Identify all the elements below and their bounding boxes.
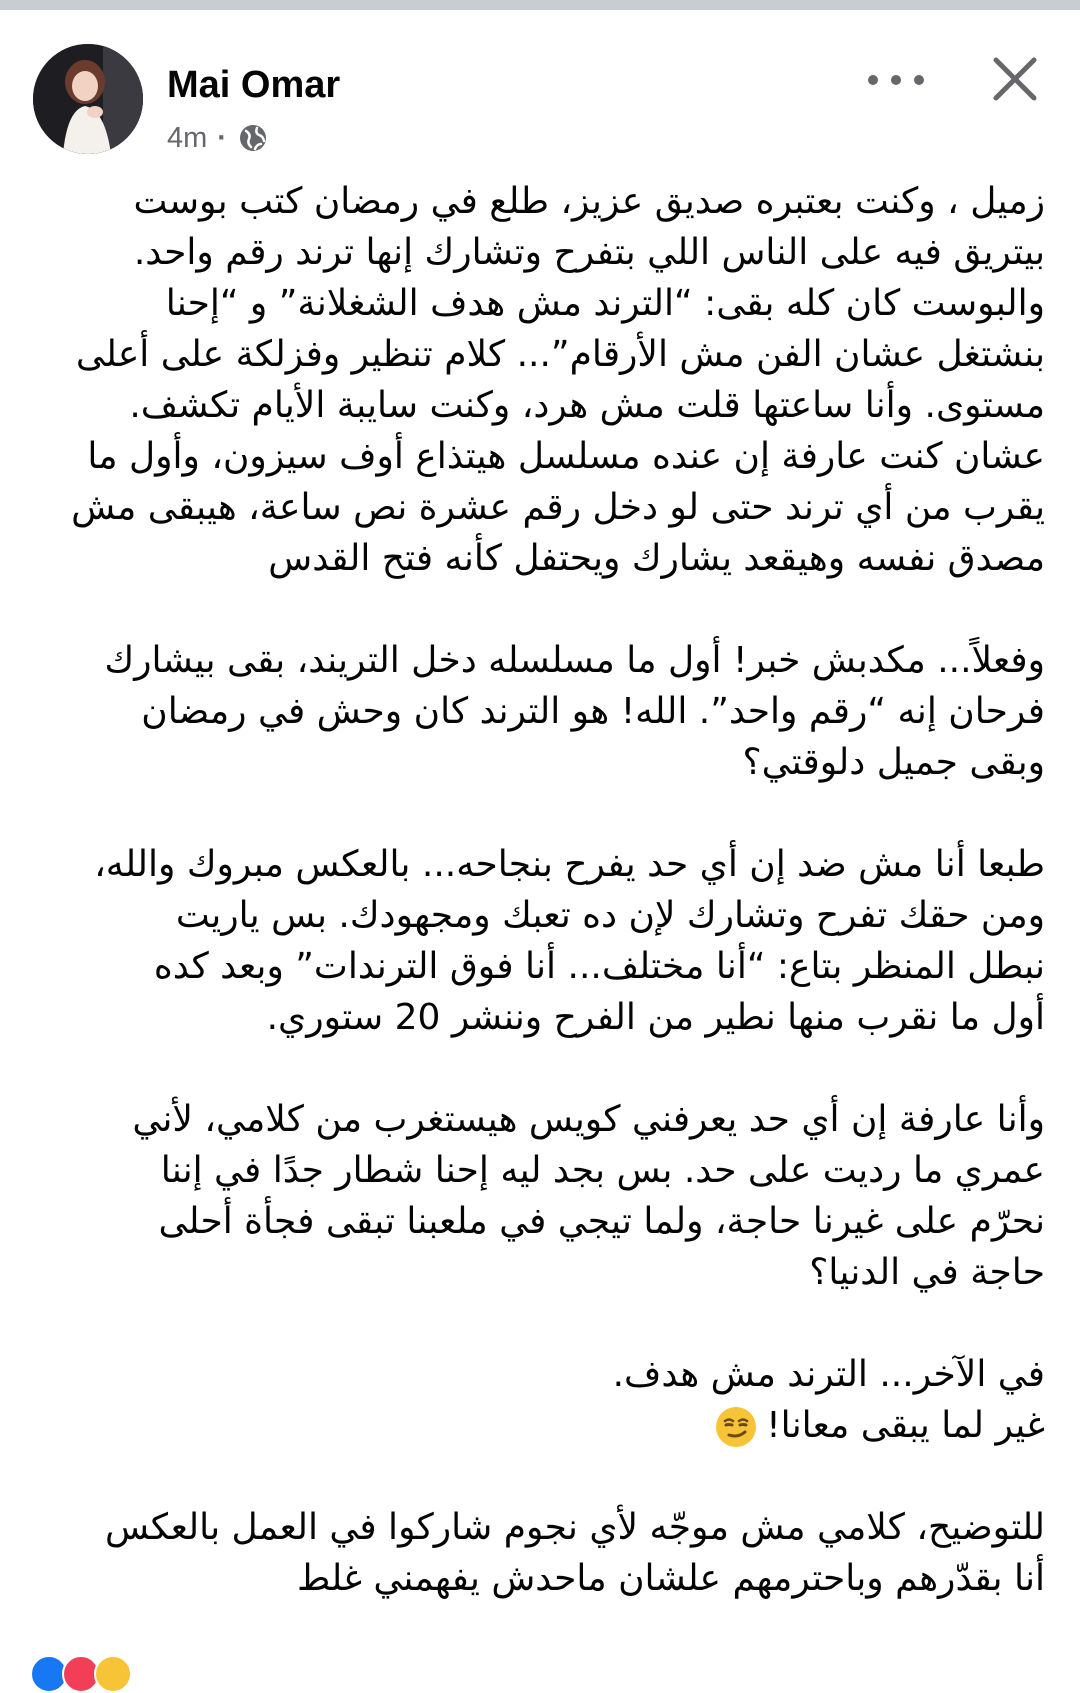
paragraph-4 xyxy=(30,1094,1045,1298)
author-name[interactable]: Mai Omar xyxy=(167,64,341,106)
text-line: نبطل المنظر بتاع: “أنا مختلف... أنا فوق الترندات” وبعد كده xyxy=(153,946,1045,987)
text-line: للتوضيح، كلامي مش موجّه لأي نجوم شاركوا في العمل بالعكس xyxy=(105,1507,1045,1548)
text-line: عشان كنت عارفة إن عنده مسلسل هيتذاع أوف سيزون، وأول ما xyxy=(87,436,1045,477)
text-line-with-emoji xyxy=(30,1400,1045,1451)
more-options-icon[interactable] xyxy=(868,60,924,100)
paragraph-5 xyxy=(30,1349,1045,1451)
text-line: بنشتغل عشان الفن مش الأرقام”... كلام تنظير وفزلكة على أعلى xyxy=(75,334,1045,375)
paragraph-6 xyxy=(30,1502,1045,1604)
reaction-icons[interactable] xyxy=(30,1655,126,1693)
dot-2 xyxy=(891,75,901,85)
paragraph-3 xyxy=(30,839,1045,1043)
paragraph-1 xyxy=(30,176,1045,584)
text-line: يقرب من أي ترند حتى لو دخل رقم عشرة نص ساعة، هيبقى مش xyxy=(71,487,1045,528)
post-text xyxy=(30,176,1045,1655)
text-line: عمري ما رديت على حد. بس بجد ليه إحنا شطار جدًا في إننا xyxy=(160,1150,1045,1191)
text-line: وفعلاً... مكدبش خبر! أول ما مسلسله دخل التريند، بقى بيشارك xyxy=(104,640,1045,681)
text-line: زميل ، وكنت بعتبره صديق عزيز، طلع في رمضان كتب بوست xyxy=(133,181,1045,222)
text-line: وأنا عارفة إن أي حد يعرفني كويس هيستغرب من كلامي، لأني xyxy=(132,1099,1045,1140)
text-line: في الآخر... الترند مش هدف. xyxy=(612,1354,1045,1395)
avatar-photo xyxy=(33,44,143,154)
text-line: أنا بقدّرهم وباحترمهم علشان ماحدش يفهمني غلط xyxy=(297,1558,1045,1599)
text-line: ومن حقك تفرح وتشارك لإن ده تعبك ومجهودك. بس ياريت xyxy=(175,895,1045,936)
text-line: والبوست كان كله بقى: “الترند مش هدف الشغلانة” و “إحنا xyxy=(165,283,1045,324)
paragraph-2 xyxy=(30,635,1045,788)
post-header xyxy=(0,10,1080,170)
smirk-emoji-icon xyxy=(714,1405,758,1449)
top-divider xyxy=(0,0,1080,10)
text-line: مصدق نفسه وهيقعد يشارك ويحتفل كأنه فتح القدس xyxy=(268,538,1045,579)
author-avatar[interactable] xyxy=(33,44,143,154)
text-line: مستوى. وأنا ساعتها قلت مش هرد، وكنت سايبة الأيام تكشف. xyxy=(129,385,1045,426)
post-time[interactable]: 4m xyxy=(167,121,208,154)
text-line: أول ما نقرب منها نطير من الفرح وننشر 20 ستوري. xyxy=(266,997,1045,1038)
haha-reaction-icon xyxy=(94,1655,132,1693)
post-meta xyxy=(167,122,269,154)
text-line: وبقى جميل دلوقتي؟ xyxy=(742,742,1045,783)
dot-3 xyxy=(914,75,924,85)
text-line: فرحان إنه “رقم واحد”. الله! هو الترند كان وحش في رمضان xyxy=(141,691,1045,732)
dot-1 xyxy=(868,75,878,85)
meta-separator: · xyxy=(217,121,227,154)
globe-icon[interactable] xyxy=(237,122,269,154)
text-line: حاجة في الدنيا؟ xyxy=(809,1252,1045,1293)
text-line: بيتريق فيه على الناس اللي بتفرح وتشارك إنها ترند رقم واحد. xyxy=(133,232,1045,273)
text-line: طبعا أنا مش ضد إن أي حد يفرح بنجاحه... بالعكس مبروك والله، xyxy=(94,844,1045,885)
text-line: غير لما يبقى معانا! xyxy=(766,1405,1045,1446)
text-line: نحرّم على غيرنا حاجة، ولما تيجي في ملعبنا تبقى فجأة أحلى xyxy=(158,1201,1045,1242)
close-icon[interactable] xyxy=(990,54,1040,104)
